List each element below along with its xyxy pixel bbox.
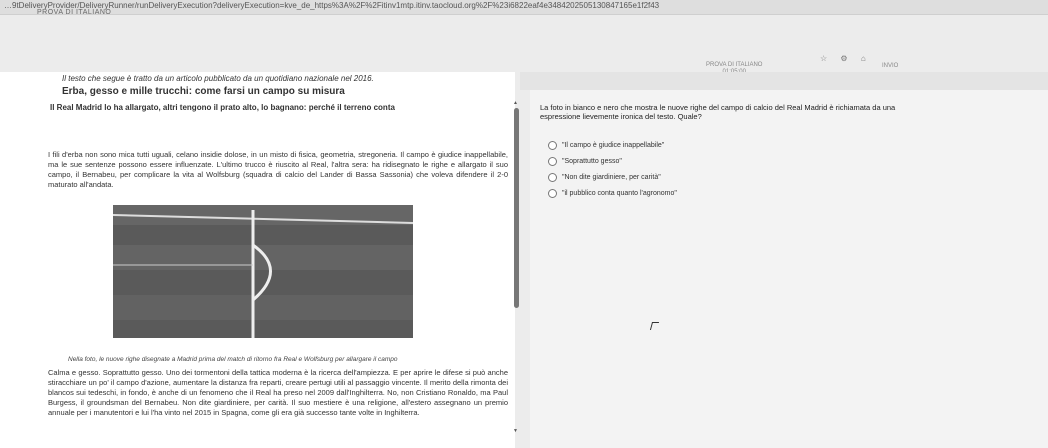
intro-text: Il testo che segue è tratto da un articolo pubblicato da un quotidiano nazionale nel 2016. — [62, 74, 374, 83]
test-title-text: PROVA DI ITALIANO — [706, 62, 763, 68]
send-label[interactable]: INVIO — [882, 63, 899, 69]
radio-icon[interactable] — [548, 173, 557, 182]
radio-icon[interactable] — [548, 157, 557, 166]
brand-label: PROVA DI ITALIANO — [37, 9, 112, 16]
browser-bar — [0, 0, 1048, 15]
scrollbar-thumb[interactable] — [514, 108, 519, 308]
radio-icon[interactable] — [548, 189, 557, 198]
option-4-label: "il pubblico conta quanto l'agronomo" — [562, 190, 677, 197]
paragraph-2: Calma e gesso. Soprattutto gesso. Uno dei tormentoni della tattica moderna è la ricerca dell'ampiezza. E per aprire le difese si può anche stiracchiare un po' il campo d'azione, aumentare la distanza fra reparti, creare pertugi utili al passaggio vincente. Il merito della rimonta dei blancos sui tedeschi, in fondo, è anche di un fenomeno che il Real ha preso nel 2009 dall'Inghilterra. No, non Cristiano Ronaldo, ma Paul Burgess, il groundsman del Bernabeu. Non dite giardiniere, per carità. Il suo mestiere è una religione, all'estero assegnano un premio annuale per i manutentori e lui l'ha vinto nel 2015 in Spagna, come gli era già successo tante volte in Inghilterra. — [48, 368, 508, 417]
option-4[interactable] — [548, 189, 677, 198]
settings-icon[interactable]: ⚙ — [840, 54, 848, 63]
question-toolbar — [520, 72, 1048, 90]
option-1[interactable] — [548, 141, 664, 150]
article-subtitle: Il Real Madrid lo ha allargato, altri tengono il prato alto, lo bagnano: perché il terreno conta — [50, 103, 395, 112]
question-text: La foto in bianco e nero che mostra le nuove righe del campo di calcio del Real Madrid è richiamata da una espressione lievemente ironica del testo. Quale? — [540, 103, 896, 121]
scroll-up-icon[interactable]: ▲ — [513, 100, 518, 106]
article-photo — [113, 205, 413, 338]
scroll-down-icon[interactable]: ▼ — [513, 428, 518, 434]
field-photo-svg — [113, 205, 413, 338]
star-icon[interactable]: ☆ — [820, 54, 828, 63]
option-3-label: "Non dite giardiniere, per carità" — [562, 174, 661, 181]
radio-icon[interactable] — [548, 141, 557, 150]
option-3[interactable] — [548, 173, 661, 182]
toolbar-icons — [820, 54, 877, 63]
photo-caption: Nella foto, le nuove righe disegnate a Madrid prima del match di ritorno fra Real e Wolfsburg per allargare il campo — [68, 356, 398, 363]
article-title: Erba, gesso e mille trucchi: come farsi un campo su misura — [62, 86, 345, 97]
option-2[interactable] — [548, 157, 622, 166]
option-1-label: "Il campo è giudice inappellabile" — [562, 142, 665, 149]
paragraph-1: I fili d'erba non sono mica tutti uguali, celano insidie dolose, in un misto di fisica, geometria, stregoneria. Il campo è giudice inappellabile, ma le sue sentenze possono essere influenzate. L'ultimo trucco è riuscito al Real, l'altra sera: ha ridisegnato le righe e allargato il suo campo, il Bernabeu, per complicare la vita al Wolfsburg (squadra di calcio del Lander di Bassa Sassonia) che voleva difendere il 2-0 maturato all'andata. — [48, 150, 508, 189]
option-2-label: "Soprattutto gesso" — [562, 158, 622, 165]
address-bar[interactable]: …9tDeliveryProvider/DeliveryRunner/runDeliveryExecution?deliveryExecution=kve_de_https%3A%2F%2Fitinv1mtp.itinv.taocloud.org%2F%23i6822eaf4e3484202505130847165e1f2f43 — [4, 1, 660, 10]
home-icon[interactable]: ⌂ — [860, 54, 866, 63]
